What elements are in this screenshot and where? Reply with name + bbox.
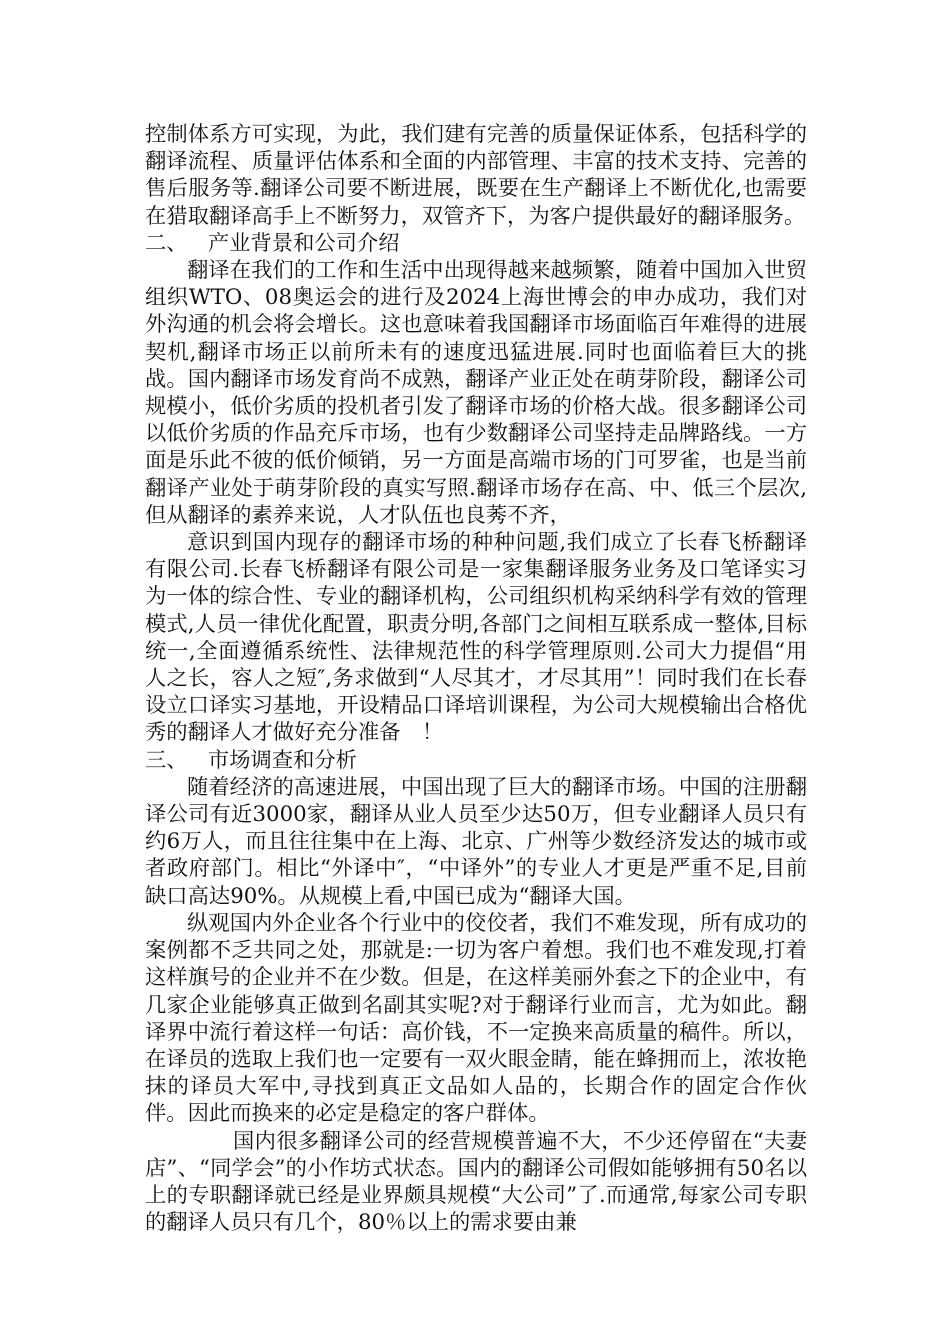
section-heading-market-research: 三、 市场调查和分析: [145, 747, 357, 773]
paragraph-company-introduction: 意识到国内现存的翻译市场的种种问题,我们成立了长春飞桥翻译有限公司.长春飞桥翻译有限公司是一家集翻译服务业务及口笔译实习为一体的综合性、专业的翻译机构，公司组织机构采纳科学有效的管理模式,人员一律优化配置，职责分明,各部门之间相互联系成一整体,目标统一,全面遵循系统性、法律规范性的科学管理原则.公司大力提倡“用人之长，容人之短″,务求做到“人尽其才，才尽其用”！同时我们在长春设立口译实习基地，开设精品口译培训课程，为公司大规模输出合格优秀的翻译人才做好充分准备 ！: [145, 530, 807, 746]
paragraph-translation-market: 翻译在我们的工作和生活中出现得越来越频繁，随着中国加入世贸组织WTO、08奥运会的进行及2024上海世博会的申办成功，我们对外沟通的机会将会增长。这也意味着我国翻译市场面临百年难得的进展契机,翻译市场正以前所未有的速度迅猛进展.同时也面临着巨大的挑战。国内翻译市场发育尚不成熟，翻译产业正处在萌芽阶段，翻译公司规模小，低价劣质的投机者引发了翻译市场的价格大战。很多翻译公司以低价劣质的作品充斥市场，也有少数翻译公司坚持走品牌路线。一方面是乐此不彼的低价倾销，另一方面是高端市场的门可罗雀，也是当前翻译产业处于萌芽阶段的真实写照.翻译市场存在高、中、低三个层次,但从翻译的素养来说，人才队伍也良莠不齐，: [145, 258, 807, 528]
paragraph-company-scale: 国内很多翻译公司的经营规模普遍不大，不少还停留在“夫妻店”、“同学会”的小作坊式状态。国内的翻译公司假如能够拥有50名以上的专职翻译就已经是业界颇具规模“大公司”了.而通常,每家公司专职的翻译人员只有几个，80％以上的需求要由兼: [145, 1128, 807, 1236]
document-body: [145, 121, 807, 1236]
section-heading-industry-background: 二、 产业背景和公司介绍: [145, 230, 400, 256]
paragraph-market-size: 随着经济的高速进展，中国出现了巨大的翻译市场。中国的注册翻译公司有近3000家，翻译从业人员至少达50万，但专业翻译人员只有约6万人，而且往往集中在上海、北京、广州等少数经济发达的城市或者政府部门。相比“外译中″，“中译外”的专业人才更是严重不足,目前缺口高达90%。从规模上看,中国已成为“翻译大国。: [145, 774, 807, 909]
paragraph-quality-control: 控制体系方可实现，为此，我们建有完善的质量保证体系，包括科学的翻译流程、质量评估体系和全面的内部管理、丰富的技术支持、完善的售后服务等.翻译公司要不断进展，既要在生产翻译上不断优化,也需要在猎取翻译高手上不断努力，双管齐下，为客户提供最好的翻译服务。: [145, 122, 807, 229]
paragraph-industry-leaders: 纵观国内外企业各个行业中的佼佼者，我们不难发现，所有成功的案例都不乏共同之处，那就是:一切为客户着想。我们也不难发现,打着这样旗号的企业并不在少数。但是，在这样美丽外套之下的企业中，有几家企业能够真正做到名副其实呢?对于翻译行业而言，尤为如此。翻译界中流行着这样一句话：高价钱，不一定换来高质量的稿件。所以，在译员的选取上我们也一定要有一双火眼金睛，能在蜂拥而上，浓妆艳抹的译员大军中,寻找到真正文品如人品的，长期合作的固定合作伙伴。因此而换来的必定是稳定的客户群体。: [145, 910, 807, 1127]
